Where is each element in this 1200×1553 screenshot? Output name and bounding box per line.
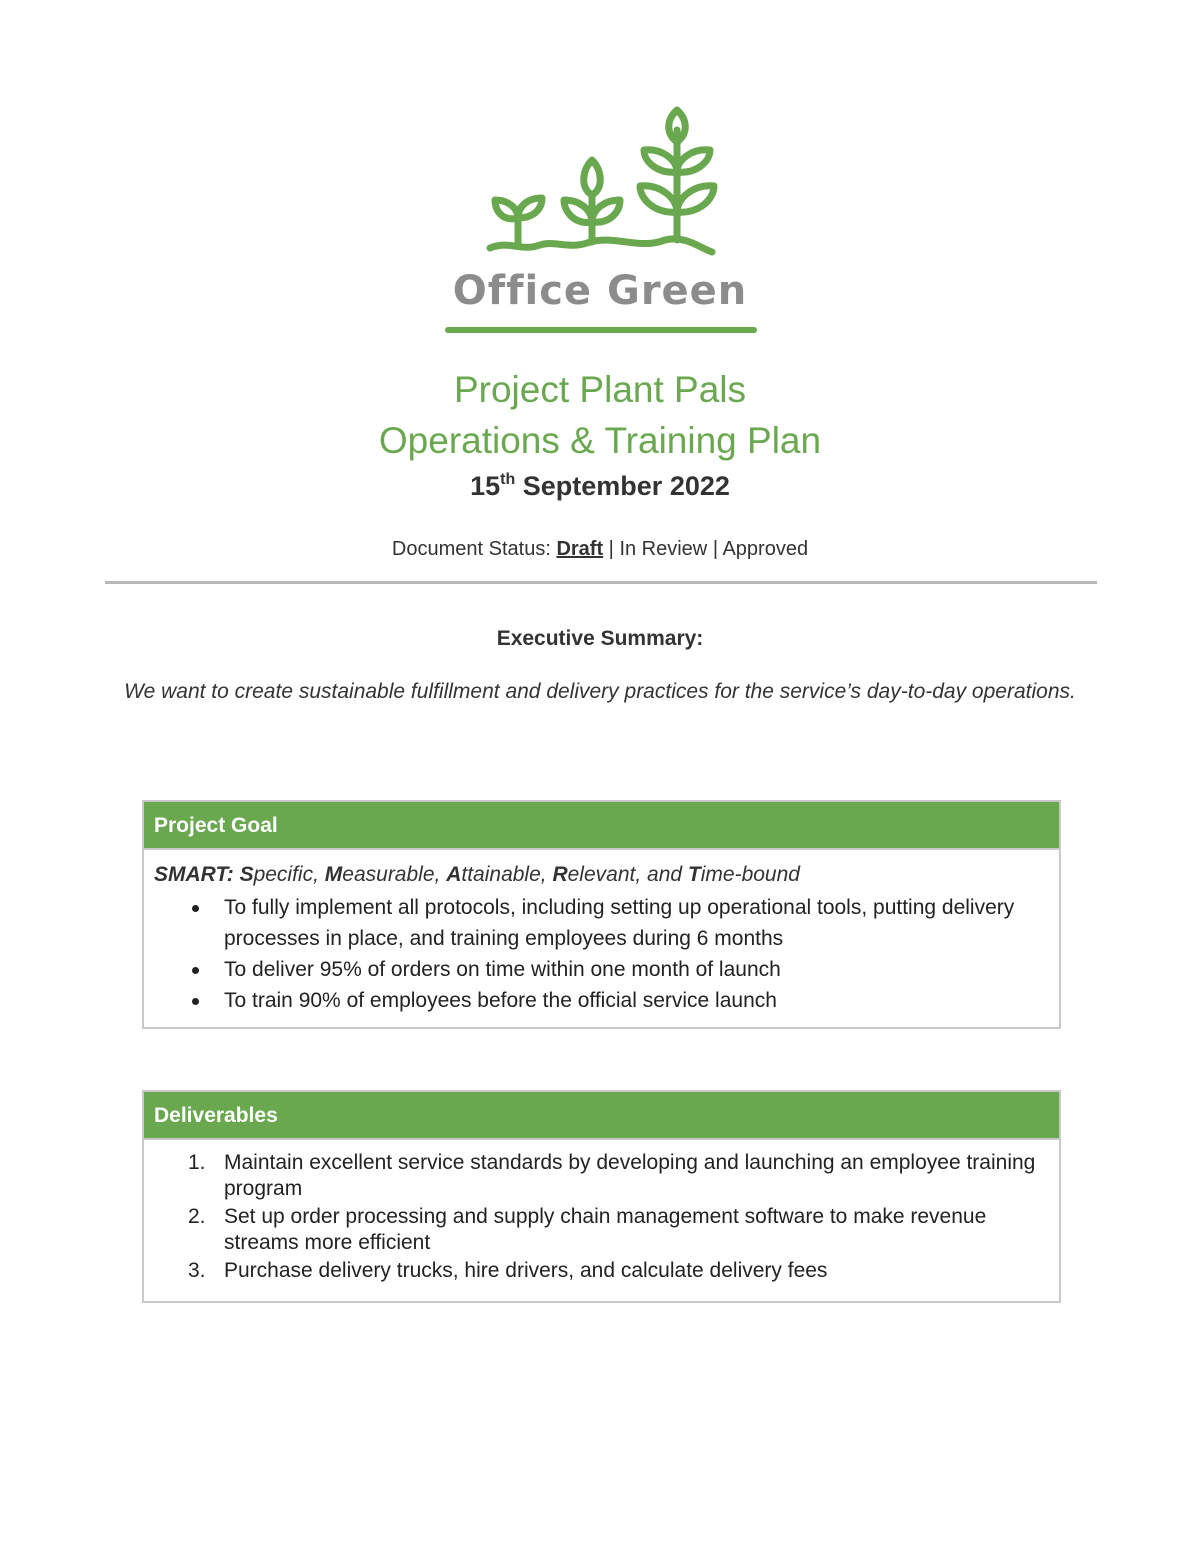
smart-rest: elevant, and [567, 863, 683, 886]
goal-text: To deliver 95% of orders on time within one month of launch [224, 958, 781, 981]
document-status [0, 538, 1200, 561]
bullet-icon [192, 905, 199, 912]
deliverable-text: Maintain excellent service standards by developing and launching an employee training program [224, 1151, 1036, 1200]
smart-rest: ime-bound [700, 863, 800, 886]
smart-initial: T [687, 863, 701, 886]
smart-initial: S [239, 863, 254, 886]
goal-text: To fully implement all protocols, including setting up operational tools, putting delivery processes in place, and training employees during 6 months [224, 896, 1015, 950]
date-suffix: th [500, 471, 516, 488]
bullet-icon [192, 967, 199, 974]
smart-label: SMART: [154, 863, 234, 886]
smart-term [240, 863, 319, 886]
brand-name: Office Green [452, 268, 748, 314]
status-label: Document Status: [391, 538, 551, 560]
deliverable-text: Purchase delivery trucks, hire drivers, and calculate delivery fees [224, 1259, 828, 1282]
list-item [188, 1258, 1059, 1284]
smart-initial: R [552, 863, 568, 886]
project-goal-heading: Project Goal [144, 802, 1059, 850]
goal-text: To train 90% of employees before the official service launch [224, 989, 777, 1012]
smart-term [688, 863, 800, 886]
status-separator: | [608, 538, 614, 560]
document-title-line1: Project Plant Pals [453, 369, 747, 410]
smart-term [325, 863, 441, 886]
status-draft[interactable]: Draft [556, 538, 604, 560]
date-day: 15 [470, 471, 501, 501]
list-item [224, 985, 1059, 1016]
smart-initial: M [324, 863, 343, 886]
document-date [0, 471, 1200, 502]
deliverables-table [142, 1090, 1061, 1303]
smart-rest: pecific, [253, 863, 319, 886]
smart-initial: A [446, 863, 462, 886]
document-title-line2: Operations & Training Plan [378, 420, 822, 461]
project-goal-table [142, 800, 1061, 1029]
brand-underline [445, 327, 757, 333]
plant-sprouts-icon [440, 100, 760, 265]
office-green-logo [440, 100, 760, 340]
list-item [188, 1204, 1059, 1256]
executive-summary-body: We want to create sustainable fulfillment and delivery practices for the service’s day-to-day operations. [124, 680, 1076, 703]
deliverable-text: Set up order processing and supply chain management software to make revenue streams more efficient [224, 1205, 987, 1254]
horizontal-divider [105, 581, 1097, 584]
executive-summary-heading: Executive Summary: [496, 627, 704, 650]
goal-list [144, 892, 1059, 1016]
smart-term [446, 863, 546, 886]
date-month-year: September 2022 [522, 471, 730, 501]
smart-rest: ttainable, [461, 863, 547, 886]
bullet-icon [192, 998, 199, 1005]
list-item [224, 892, 1059, 954]
item-number: 3. [188, 1259, 206, 1282]
status-approved[interactable]: Approved [722, 538, 809, 560]
status-separator: | [712, 538, 719, 560]
item-number: 2. [188, 1205, 206, 1228]
smart-definition [144, 850, 1059, 888]
deliverables-list [144, 1150, 1059, 1284]
deliverables-heading: Deliverables [144, 1092, 1059, 1140]
item-number: 1. [188, 1151, 206, 1174]
status-in-review[interactable]: In Review [619, 538, 708, 560]
smart-term [552, 863, 682, 886]
list-item [188, 1150, 1059, 1202]
list-item [224, 954, 1059, 985]
smart-rest: easurable, [342, 863, 441, 886]
